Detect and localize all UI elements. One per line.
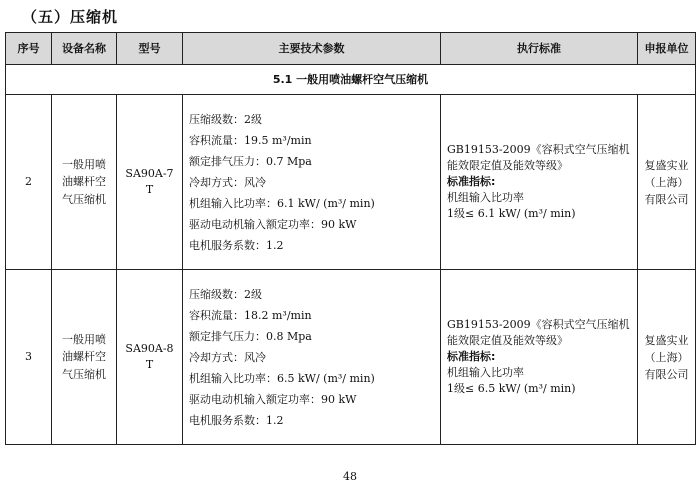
model-text: SA90A-7T	[125, 167, 174, 196]
param-line: 压缩级数：2级	[189, 112, 262, 126]
row-model	[117, 270, 183, 445]
unit-line: 有限公司	[644, 192, 689, 206]
table-row	[6, 270, 696, 445]
row-index: 3	[6, 270, 52, 445]
model-text: SA90A-8T	[125, 342, 174, 371]
subsection-row	[6, 65, 696, 95]
page-number: 48	[343, 470, 357, 483]
param-line: 机组输入比功率：6.1 kW/ (m³/ min)	[189, 196, 375, 210]
subsection-title: 5.1 一般用喷油螺杆空气压缩机	[6, 65, 696, 95]
param-line: 额定排气压力：0.7 Mpa	[189, 154, 312, 168]
row-unit	[638, 95, 696, 270]
standard-item: 机组输入比功率	[447, 366, 524, 379]
header-model: 型号	[117, 33, 183, 65]
row-params	[183, 270, 441, 445]
device-name-text: 一般用喷油螺杆空气压缩机	[62, 158, 106, 206]
param-line: 冷却方式：风冷	[189, 175, 266, 189]
row-device-name	[52, 270, 117, 445]
row-standard	[441, 95, 638, 270]
param-line: 电机服务系数：1.2	[189, 238, 284, 252]
standard-item: 机组输入比功率	[447, 191, 524, 204]
param-line: 驱动电动机输入额定功率：90 kW	[189, 392, 357, 406]
equipment-table	[5, 32, 696, 445]
row-standard	[441, 270, 638, 445]
standard-label: 标准指标:	[447, 350, 496, 363]
row-index: 2	[6, 95, 52, 270]
unit-line: （上海）	[644, 350, 689, 364]
unit-line: 有限公司	[644, 367, 689, 381]
table-header-row	[6, 33, 696, 65]
unit-line: 复盛实业	[644, 333, 689, 347]
header-params: 主要技术参数	[183, 33, 441, 65]
param-line: 机组输入比功率：6.5 kW/ (m³/ min)	[189, 371, 375, 385]
param-line: 冷却方式：风冷	[189, 350, 266, 364]
row-params	[183, 95, 441, 270]
param-line: 容积流量：18.2 m³/min	[189, 308, 312, 322]
unit-line: 复盛实业	[644, 158, 689, 172]
unit-line: （上海）	[644, 175, 689, 189]
table-row	[6, 95, 696, 270]
param-line: 压缩级数：2级	[189, 287, 262, 301]
standard-label: 标准指标:	[447, 175, 496, 188]
section-title: （五）压缩机	[22, 8, 119, 26]
standard-code: GB19153-2009《容积式空气压缩机能效限定值及能效等级》	[447, 143, 630, 172]
param-line: 额定排气压力：0.8 Mpa	[189, 329, 312, 343]
row-model	[117, 95, 183, 270]
header-device-name: 设备名称	[52, 33, 117, 65]
standard-value: 1级≤ 6.1 kW/ (m³/ min)	[447, 207, 576, 220]
param-line: 电机服务系数：1.2	[189, 413, 284, 427]
param-line: 驱动电动机输入额定功率：90 kW	[189, 217, 357, 231]
header-standard: 执行标准	[441, 33, 638, 65]
standard-value: 1级≤ 6.5 kW/ (m³/ min)	[447, 382, 576, 395]
standard-code: GB19153-2009《容积式空气压缩机能效限定值及能效等级》	[447, 318, 630, 347]
row-unit	[638, 270, 696, 445]
header-unit: 申报单位	[638, 33, 696, 65]
row-device-name	[52, 95, 117, 270]
device-name-text: 一般用喷油螺杆空气压缩机	[62, 333, 106, 381]
header-index: 序号	[6, 33, 52, 65]
param-line: 容积流量：19.5 m³/min	[189, 133, 312, 147]
